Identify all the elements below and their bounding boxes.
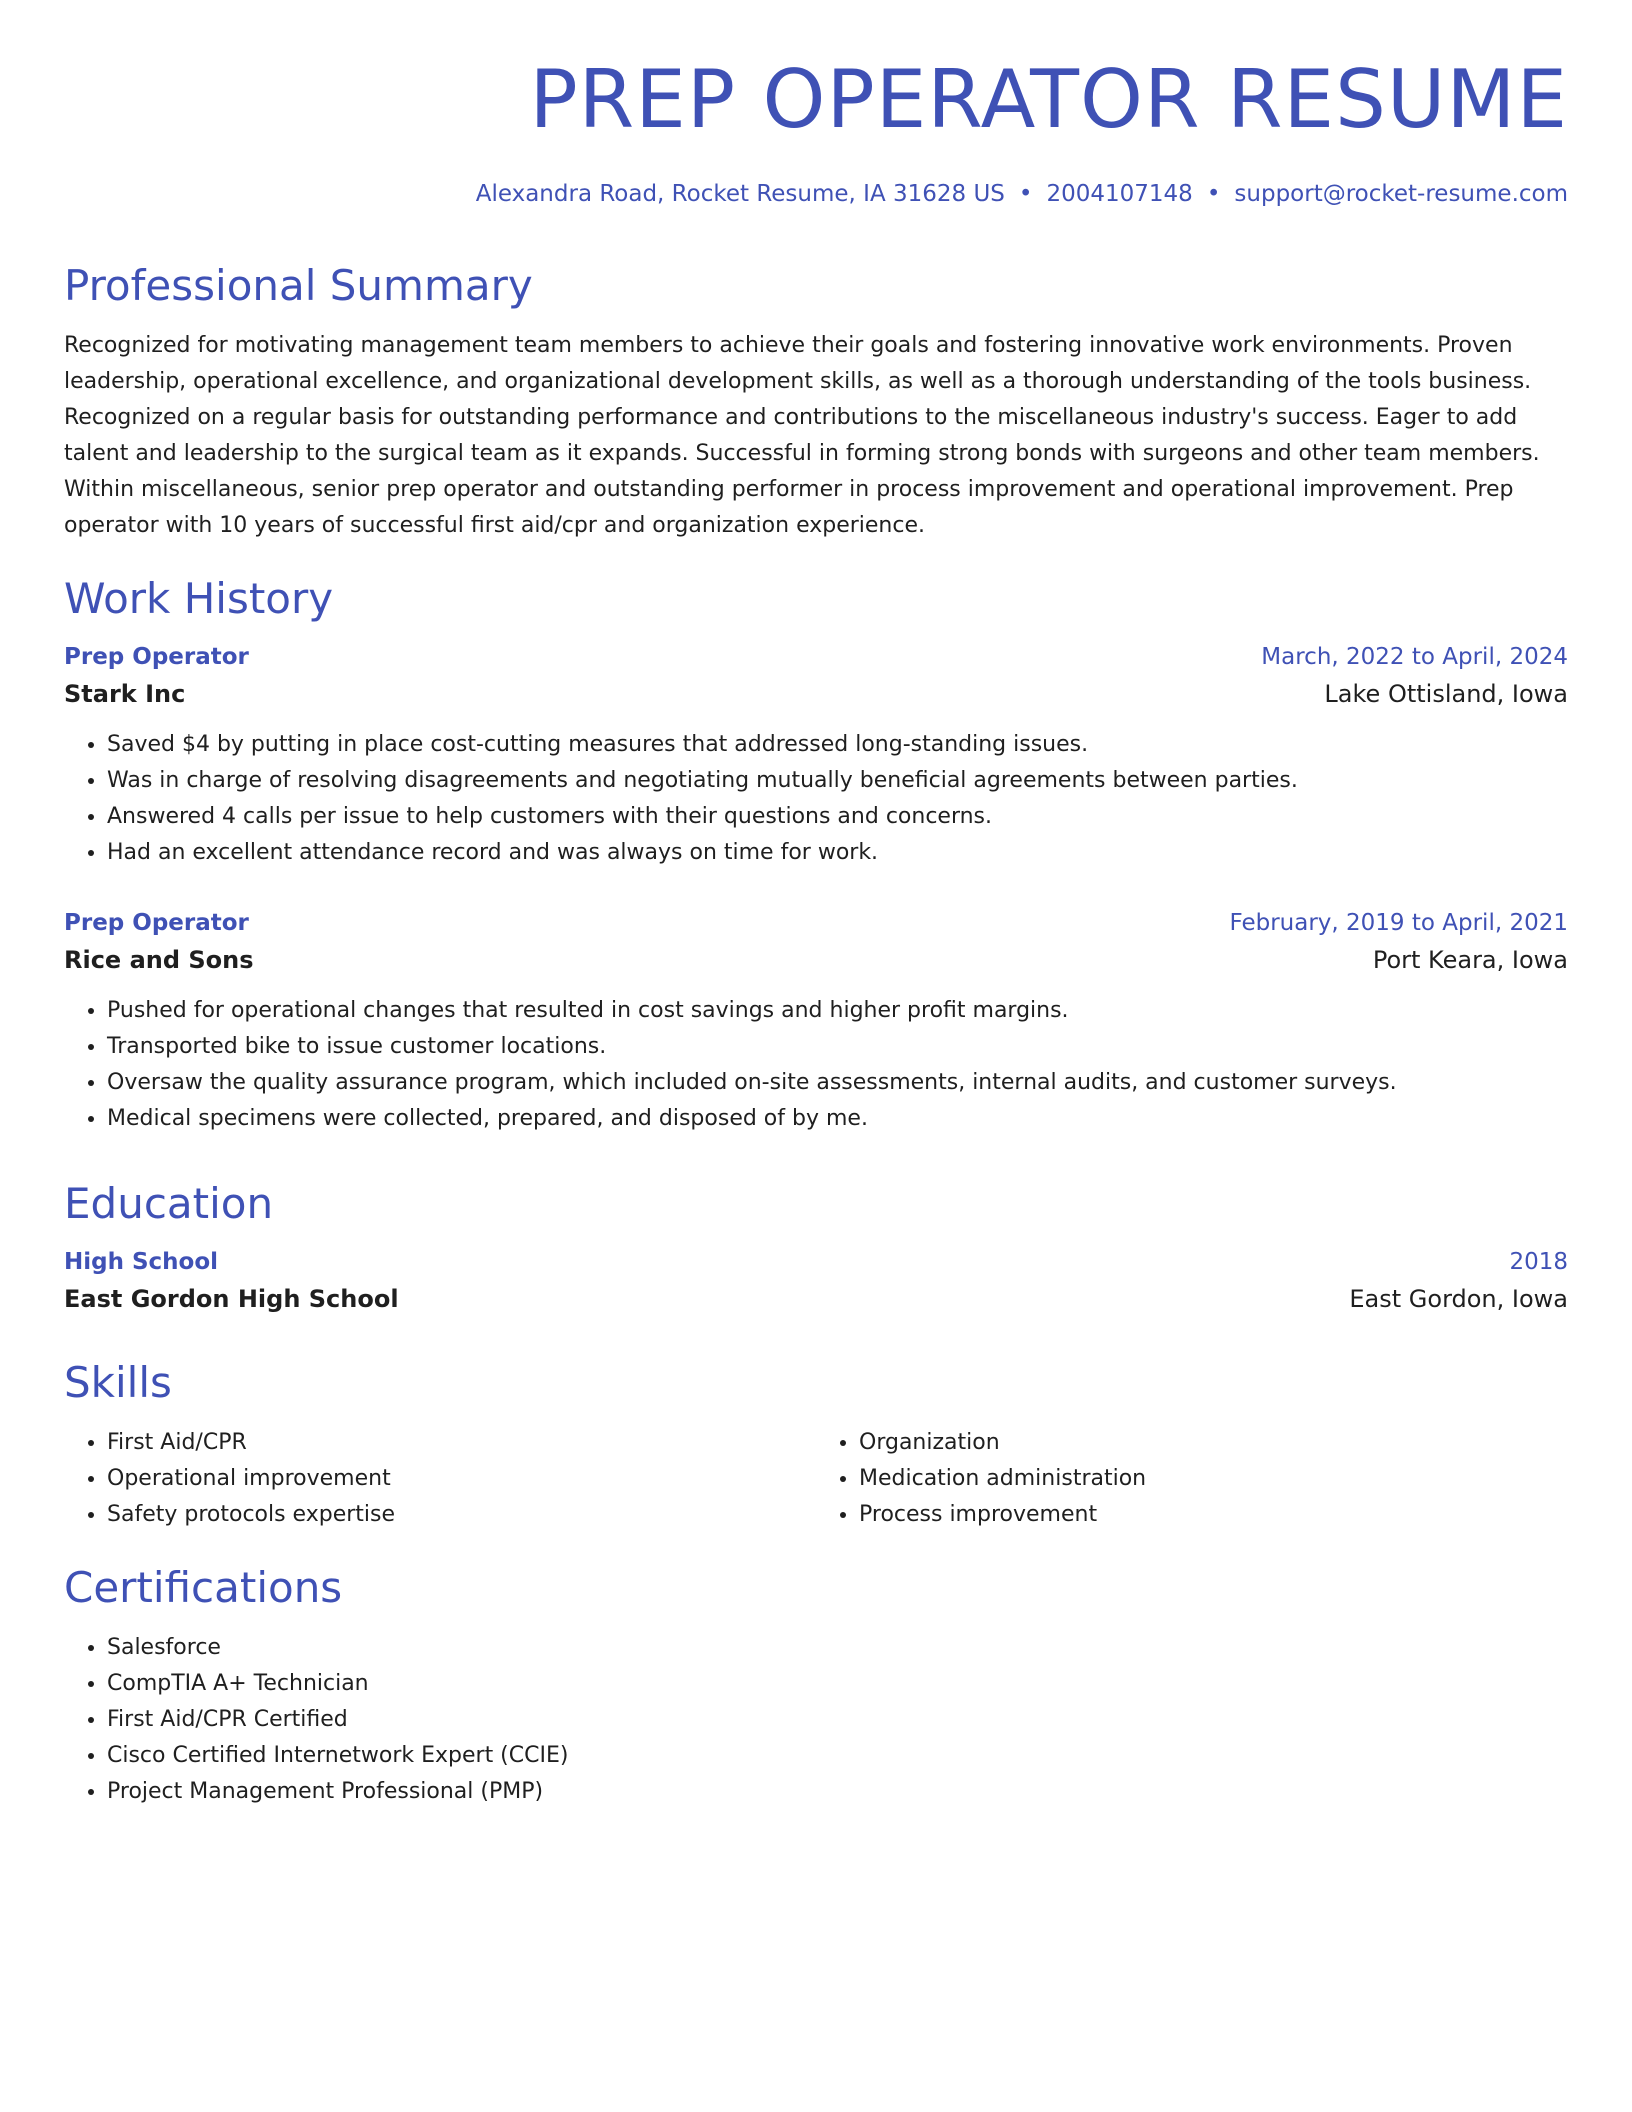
job-bullets [64,727,1568,871]
job-bullet: • Was in charge of resolving disagreements and negotiating mutually beneficial agreements between parties. [107,763,1568,799]
education-year: 2018 [1509,1249,1568,1275]
education-degree: High School [64,1249,219,1275]
certification-item: • Cisco Certified Internetwork Expert (CCIE) [107,1738,1568,1774]
job-bullets [64,993,1568,1137]
certifications-list [64,1630,1568,1810]
contact-phone: 2004107148 [1046,181,1193,207]
skills-list-right [816,1425,1568,1533]
job-title: Prep Operator [64,910,249,936]
certification-item: • Salesforce [107,1630,1568,1666]
job-bullet: • Oversaw the quality assurance program, which included on-site assessments, internal audits, and customer surveys. [107,1065,1568,1101]
job-bullet: • Answered 4 calls per issue to help customers with their questions and concerns. [107,799,1568,835]
job-dates: March, 2022 to April, 2024 [1261,644,1568,670]
job-bullet: • Had an excellent attendance record and was always on time for work. [107,835,1568,871]
job-company: Rice and Sons [64,946,254,974]
education-header-row [64,1244,1568,1280]
skills-section [64,1355,1568,1533]
job-bullet: • Saved $4 by putting in place cost-cutting measures that addressed long-standing issues. [107,727,1568,763]
education-section [64,1176,1568,1318]
job-location: Lake Ottisland, Iowa [1324,680,1568,708]
skill-item: • First Aid/CPR [107,1425,816,1461]
skill-item: • Operational improvement [107,1461,816,1497]
certifications-heading: Certifications [64,1563,343,1612]
certifications-section [64,1560,1568,1810]
job-title: Prep Operator [64,644,249,670]
job-company-row [64,941,1568,979]
job-bullet: • Transported bike to issue customer locations. [107,1029,1568,1065]
contact-address: Alexandra Road, Rocket Resume, IA 31628 US [475,181,1005,207]
education-location: East Gordon, Iowa [1349,1285,1568,1313]
certification-item: • First Aid/CPR Certified [107,1702,1568,1738]
certification-item: • Project Management Professional (PMP) [107,1774,1568,1810]
skill-item: • Safety protocols expertise [107,1497,816,1533]
job-company: Stark Inc [64,680,186,708]
certification-item: • CompTIA A+ Technician [107,1666,1568,1702]
summary-text: Recognized for motivating management team members to achieve their goals and fostering innovative work environments. Proven leadership, operational excellence, and organizational development skills, as well as a thorough understanding of the tools business. Recognized on a regular basis for outstanding performance and contributions to the miscellaneous industry's success. Eager to add talent and leadership to the surgical team as it expands. Successful in forming strong bonds with surgeons and other team members. Within miscellaneous, senior prep operator and outstanding performer in process improvement and operational improvement. Prep operator with 10 years of successful first aid/cpr and organization experience. [64,333,1540,538]
skills-heading: Skills [64,1358,172,1407]
job-entry [64,905,1568,1137]
skill-item: • Organization [859,1425,1568,1461]
job-location: Port Keara, Iowa [1372,946,1568,974]
job-entry [64,639,1568,871]
contact-email[interactable]: support@rocket-resume.com [1234,181,1568,207]
education-school-row [64,1280,1568,1318]
summary-section [64,258,1568,544]
skill-item: • Medication administration [859,1461,1568,1497]
job-dates: February, 2019 to April, 2021 [1229,910,1568,936]
job-header-row [64,905,1568,941]
work-history-section [64,571,1568,1137]
contact-line [476,178,1568,210]
job-header-row [64,639,1568,675]
job-company-row [64,675,1568,713]
skills-list-left [64,1425,816,1533]
resume-title: PREP OPERATOR RESUME [529,53,1568,146]
job-bullet: • Pushed for operational changes that resulted in cost savings and higher profit margins. [107,993,1568,1029]
summary-heading: Professional Summary [64,261,533,310]
education-school: East Gordon High School [64,1285,399,1313]
contact-separator: • [1206,181,1221,207]
education-entry [64,1244,1568,1318]
job-bullet: • Medical specimens were collected, prepared, and disposed of by me. [107,1101,1568,1137]
contact-separator: • [1018,181,1033,207]
skill-item: • Process improvement [859,1497,1568,1533]
work-history-heading: Work History [64,574,334,623]
education-heading: Education [64,1179,274,1228]
skills-grid [64,1425,1568,1533]
